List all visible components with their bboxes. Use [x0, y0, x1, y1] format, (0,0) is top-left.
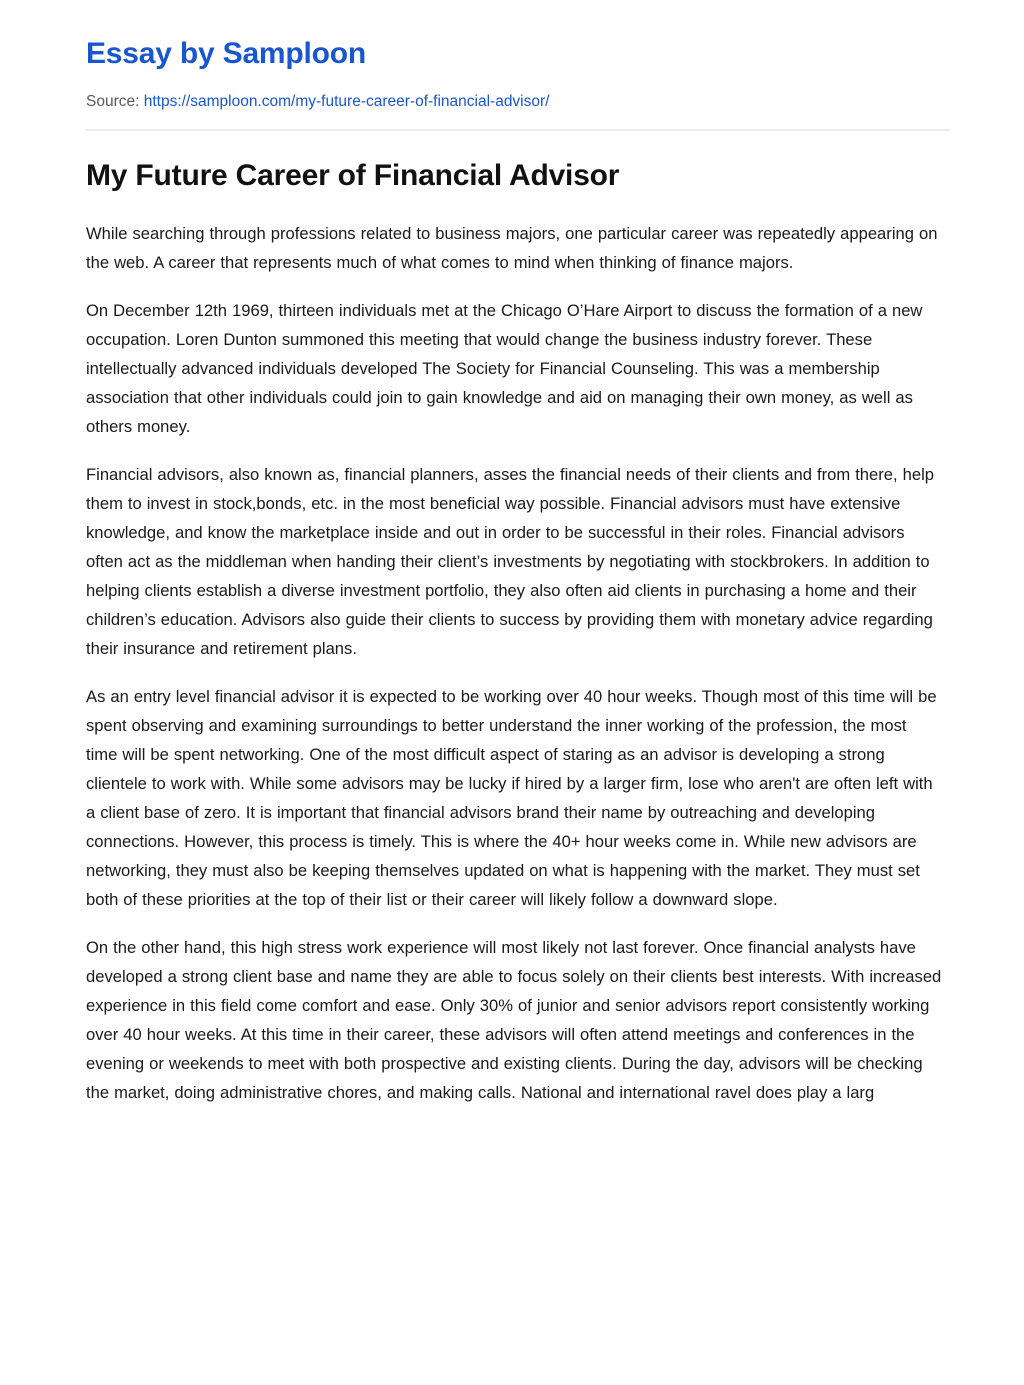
source-url-link[interactable]: https://samploon.com/my-future-career-of-financial-advisor/	[143, 93, 550, 110]
paragraph: Financial advisors, also known as, financial planners, asses the financial needs of their clients and from there, help them to invest in stock,bonds, etc. in the most beneficial way possible. Financial advisors must have extensive knowledge, and know the marketplace inside and out in order to be successful in their roles. Financial advisors often act as the middleman when handing their client’s investments by negotiating with stockbrokers. In addition to helping clients establish a diverse investment portfolio, they also often aid clients in purchasing a home and their children’s education. Advisors also guide their clients to success by providing them with monetary advice regarding their insurance and retirement plans.	[86, 464, 935, 658]
paragraph: While searching through professions related to business majors, one particular career was repeatedly appearing on the web. A career that represents much of what comes to mind when thinking of finance majors.	[86, 223, 938, 272]
page-title: My Future Career of Financial Advisor	[86, 159, 620, 193]
source-line	[86, 72, 938, 112]
paragraph: On the other hand, this high stress work experience will most likely not last forever. Once financial analysts have developed a strong client base and name they are able to focus solely on their clients best interests. With increased experience in this field come comfort and ease. Only 30% of junior and senior advisors report consistently working over 40 hour weeks. At this time in their career, these advisors will often attend meetings and conferences in the evening or weekends to meet with both prospective and existing clients. During the day, advisors will be checking the market, doing administrative chores, and making calls. National and international ravel does play a larg	[86, 937, 942, 1102]
essay-body	[86, 195, 942, 1107]
paragraph: As an entry level financial advisor it is expected to be working over 40 hour weeks. Though most of this time will be spent observing and examining surroundings to better understand the inner working of the profession, the most time will be spent networking. One of the most difficult aspect of staring as an advisor is developing a strong clientele to work with. While some advisors may be lucky if hired by a larger firm, lose who aren't are often left with a client base of zero. It is important that financial advisors brand their name by outreaching and developing connections. However, this process is timely. This is where the 40+ hour weeks come in. While new advisors are networking, they must also be keeping themselves updated on what is happening with the market. They must set both of these priorities at the top of their list or their career will likely follow a downward slope.	[86, 686, 937, 909]
site-brand-title: Essay by Samploon	[86, 37, 367, 70]
source-label: Source:	[86, 93, 140, 110]
paragraph: On December 12th 1969, thirteen individuals met at the Chicago O’Hare Airport to discuss the formation of a new occupation. Loren Dunton summoned this meeting that would change the business industry forever. These intellectually advanced individuals developed The Society for Financial Counseling. This was a membership association that other individuals could join to gain knowledge and aid on managing their own money, as well as others money.	[86, 300, 923, 436]
